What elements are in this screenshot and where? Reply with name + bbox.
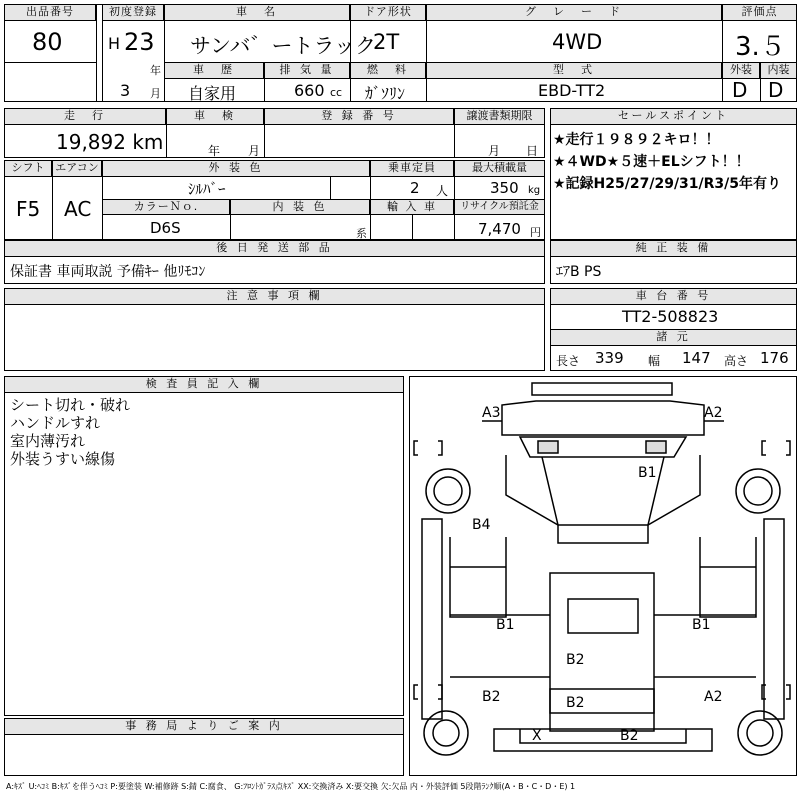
exterior-grade: D bbox=[732, 78, 748, 102]
mark-front-left: A3 bbox=[482, 405, 501, 421]
ac-label: エアコン bbox=[52, 160, 102, 177]
first-reg-month-unit: 月 bbox=[150, 87, 161, 100]
capacity: 2 bbox=[410, 179, 420, 197]
grade-label: グ レ ー ド bbox=[426, 4, 722, 21]
inspector-note-4: 外装うすい線傷 bbox=[10, 450, 116, 468]
model-label: 型 式 bbox=[426, 62, 722, 79]
history: 自家用 bbox=[188, 84, 237, 103]
shift-label: シフト bbox=[4, 160, 52, 177]
interior-label: 内装 bbox=[760, 62, 797, 79]
color-no: D6S bbox=[150, 219, 181, 237]
max-load: 350 bbox=[490, 179, 519, 197]
sales-point-1: ★走行１９８９２キロ！！ bbox=[553, 132, 720, 148]
door-label: ドア形状 bbox=[350, 4, 426, 21]
door-type: 2T bbox=[373, 30, 400, 54]
car-name-label: 車 名 bbox=[164, 4, 350, 21]
shift: F5 bbox=[16, 197, 41, 221]
transfer-month-unit: 月 bbox=[488, 144, 501, 158]
mark-rear-bumper-left: X bbox=[532, 728, 542, 744]
height-label: 高さ bbox=[724, 354, 749, 368]
ext-color: ｼﾙﾊﾞｰ bbox=[188, 180, 226, 198]
later-parts: 保証書 車両取説 予備ｷｰ 他ﾘﾓｺﾝ bbox=[10, 264, 206, 280]
reg-no-label: 登 録 番 号 bbox=[264, 108, 454, 125]
sales-points-label: セールスポイント bbox=[550, 108, 797, 125]
chassis-no: TT2-508823 bbox=[622, 307, 719, 326]
mark-left-door: B4 bbox=[472, 517, 491, 533]
first-reg-era: H bbox=[108, 34, 121, 53]
displacement: 660 bbox=[294, 81, 325, 100]
mark-hood: B1 bbox=[638, 465, 657, 481]
fuel: ｶﾞｿﾘﾝ bbox=[365, 84, 406, 103]
width: 147 bbox=[682, 349, 711, 367]
length: 339 bbox=[595, 349, 624, 367]
score: 3.５ bbox=[735, 32, 786, 62]
capacity-label: 乗車定員 bbox=[370, 160, 454, 177]
grade: 4WD bbox=[552, 30, 603, 54]
model-code: EBD-TT2 bbox=[538, 81, 606, 100]
genuine-equipment-label: 純 正 装 備 bbox=[550, 240, 797, 257]
mark-rear-left: B2 bbox=[482, 689, 501, 705]
first-reg-year-unit: 年 bbox=[150, 64, 161, 77]
mileage-label: 走 行 bbox=[4, 108, 166, 125]
lot-no: 80 bbox=[32, 28, 63, 56]
mileage: 19,892 km bbox=[56, 130, 164, 154]
notes-label: 注 意 事 項 欄 bbox=[4, 288, 545, 305]
ac: AC bbox=[64, 197, 92, 221]
int-color-unit: 系 bbox=[356, 227, 367, 240]
capacity-unit: 人 bbox=[436, 184, 449, 198]
length-label: 長さ bbox=[556, 354, 581, 368]
first-reg-label: 初度登録 bbox=[102, 4, 164, 21]
sales-point-3: ★記録H25/27/29/31/R3/5年有り bbox=[553, 176, 782, 192]
load-label: 最大積載量 bbox=[454, 160, 545, 177]
exterior-label: 外装 bbox=[722, 62, 760, 79]
mark-tailgate: B2 bbox=[566, 695, 585, 711]
import-label: 輸 入 車 bbox=[370, 199, 454, 215]
dimensions-label: 諸 元 bbox=[550, 329, 797, 346]
mark-rear-right: A2 bbox=[704, 689, 723, 705]
sales-point-2: ★４WD★５速＋ELシフト！！ bbox=[553, 154, 750, 170]
history-label: 車 歴 bbox=[164, 62, 264, 79]
mark-right-side: B1 bbox=[692, 617, 711, 633]
color-label: 外 装 色 bbox=[102, 160, 370, 177]
car-diagram bbox=[409, 376, 797, 776]
transfer-day-unit: 日 bbox=[526, 144, 539, 158]
first-reg-month: 3 bbox=[120, 81, 131, 100]
later-parts-label: 後 日 発 送 部 品 bbox=[4, 240, 545, 257]
legend: A:ｷｽﾞ U:ﾍｺﾐ B:ｷｽﾞを伴うﾍｺﾐ P:要塗装 W:補修跡 S:錆 C:腐食、 G:ﾌﾛﾝﾄｶﾞﾗｽ点ｷｽﾞ XX:交換済み X:要交換 欠:欠品 内・外装評価 5段階ﾗﾝｸ順(A・B・C・D・E) 1 bbox=[6, 782, 576, 791]
width-label: 幅 bbox=[648, 354, 661, 368]
inspection-year-unit: 年 bbox=[208, 144, 221, 158]
int-color-label: 内 装 色 bbox=[230, 199, 370, 215]
mark-bed: B2 bbox=[566, 652, 585, 668]
displacement-unit: cc bbox=[330, 86, 343, 99]
fuel-label: 燃 料 bbox=[350, 62, 426, 79]
recycle-label: リサイクル預託金 bbox=[454, 199, 545, 215]
transfer-label: 譲渡書類期限 bbox=[454, 108, 545, 125]
inspector-note-3: 室内薄汚れ bbox=[10, 432, 86, 450]
color-no-label: カラーＮｏ. bbox=[102, 199, 230, 215]
mark-rear-bumper-right: B2 bbox=[620, 728, 639, 744]
inspection-month-unit: 月 bbox=[248, 144, 261, 158]
displacement-label: 排 気 量 bbox=[264, 62, 350, 79]
mark-front-right: A2 bbox=[704, 405, 723, 421]
office-label: 事 務 局 よ り ご 案 内 bbox=[4, 718, 404, 735]
car-diagram-svg bbox=[410, 377, 796, 775]
genuine-equipment: ｴｱB PS bbox=[556, 264, 602, 280]
car-name: サンバ゛ートラック bbox=[190, 34, 377, 58]
first-reg-year: 23 bbox=[124, 28, 155, 56]
recycle-unit: 円 bbox=[530, 226, 541, 239]
chassis-label: 車 台 番 号 bbox=[550, 288, 797, 305]
interior-grade: D bbox=[768, 78, 784, 102]
height: 176 bbox=[760, 349, 789, 367]
inspector-note-1: シート切れ・破れ bbox=[10, 396, 131, 414]
inspection-label: 車 検 bbox=[166, 108, 264, 125]
mark-left-side: B1 bbox=[496, 617, 515, 633]
inspector-label: 検 査 員 記 入 欄 bbox=[4, 376, 404, 393]
lot-no-label: 出品番号 bbox=[4, 4, 96, 21]
max-load-unit: kg bbox=[528, 185, 541, 196]
score-label: 評価点 bbox=[722, 4, 797, 21]
recycle-fee: 7,470 bbox=[478, 220, 521, 238]
inspector-note-2: ハンドルすれ bbox=[10, 414, 101, 432]
